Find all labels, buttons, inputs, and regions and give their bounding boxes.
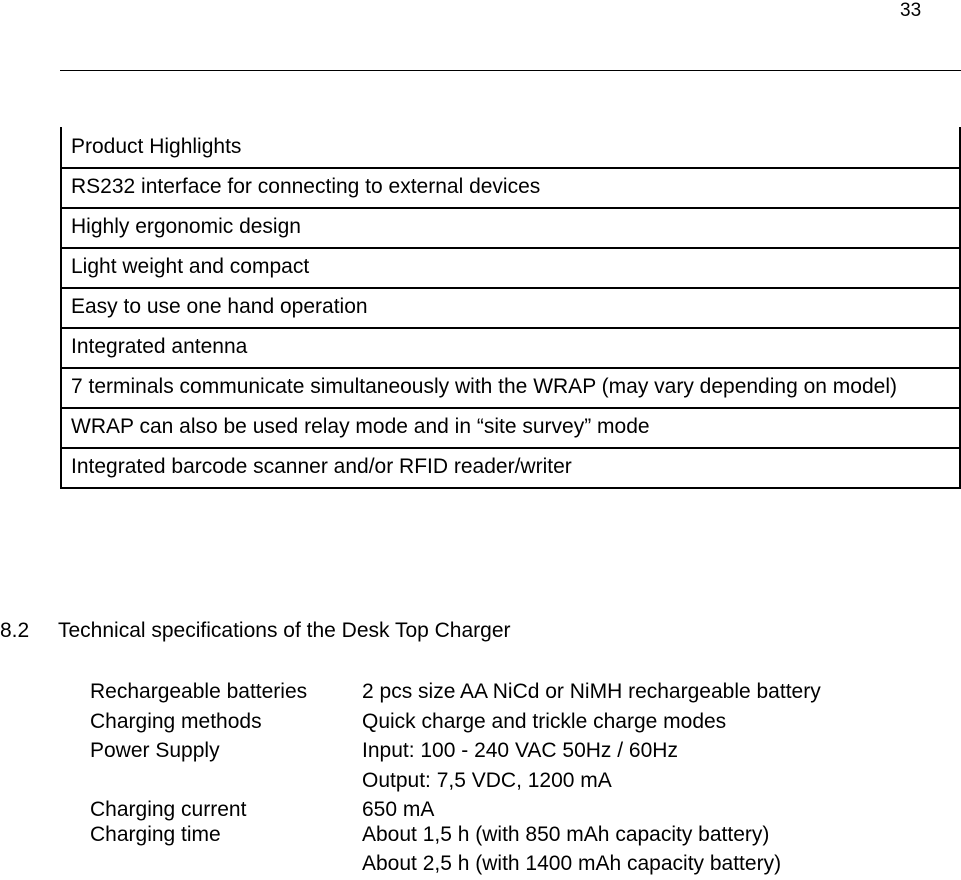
spec-label: Charging time: [90, 823, 221, 846]
highlight-item: WRAP can also be used relay mode and in “site survey” mode: [61, 408, 960, 448]
highlight-item: Highly ergonomic design: [61, 208, 960, 248]
table-row: [61, 408, 960, 448]
spec-list: [90, 679, 950, 880]
spec-row: [90, 797, 950, 822]
spec-value: Quick charge and trickle charge modes: [362, 710, 727, 733]
spec-label: Charging current: [90, 798, 247, 821]
highlight-item: Integrated antenna: [61, 328, 960, 368]
page-number: 33: [900, 0, 922, 21]
highlight-item: Light weight and compact: [61, 248, 960, 288]
spec-value: About 1,5 h (with 850 mAh capacity battery): [362, 823, 770, 846]
table-row: [61, 168, 960, 208]
spec-value: 650 mA: [362, 798, 435, 821]
spec-value: 2 pcs size AA NiCd or NiMH rechargeable battery: [362, 680, 821, 703]
header-divider: [60, 70, 961, 71]
table-row: [61, 368, 960, 408]
section-heading: [0, 618, 511, 644]
spec-label: Power Supply: [90, 739, 220, 762]
highlight-item: Integrated barcode scanner and/or RFID reader/writer: [61, 448, 960, 488]
table-row: [61, 328, 960, 368]
table-row: [61, 288, 960, 328]
highlight-item: 7 terminals communicate simultaneously with the WRAP (may vary depending on model): [61, 368, 960, 408]
spec-row: [90, 738, 950, 797]
spec-value: About 2,5 h (with 1400 mAh capacity battery): [362, 852, 782, 875]
spec-label: Charging methods: [90, 710, 262, 733]
table-row: [61, 448, 960, 488]
highlight-item: RS232 interface for connecting to external devices: [61, 168, 960, 208]
spec-row: [90, 679, 950, 709]
spec-row: [90, 709, 950, 738]
section-number: 8.2: [0, 619, 30, 642]
table-row: [61, 127, 960, 168]
table-row: [61, 248, 960, 288]
table-row: [61, 208, 960, 248]
highlight-item: Easy to use one hand operation: [61, 288, 960, 328]
table-heading-cell: Product Highlights: [61, 127, 960, 168]
section-title: Technical specifications of the Desk Top Charger: [58, 619, 511, 642]
product-highlights-table: [60, 127, 961, 489]
spec-value: Input: 100 - 240 VAC 50Hz / 60Hz: [362, 739, 678, 762]
spec-label: Rechargeable batteries: [90, 680, 308, 703]
spec-value: Output: 7,5 VDC, 1200 mA: [362, 769, 612, 792]
spec-row: [90, 822, 950, 880]
